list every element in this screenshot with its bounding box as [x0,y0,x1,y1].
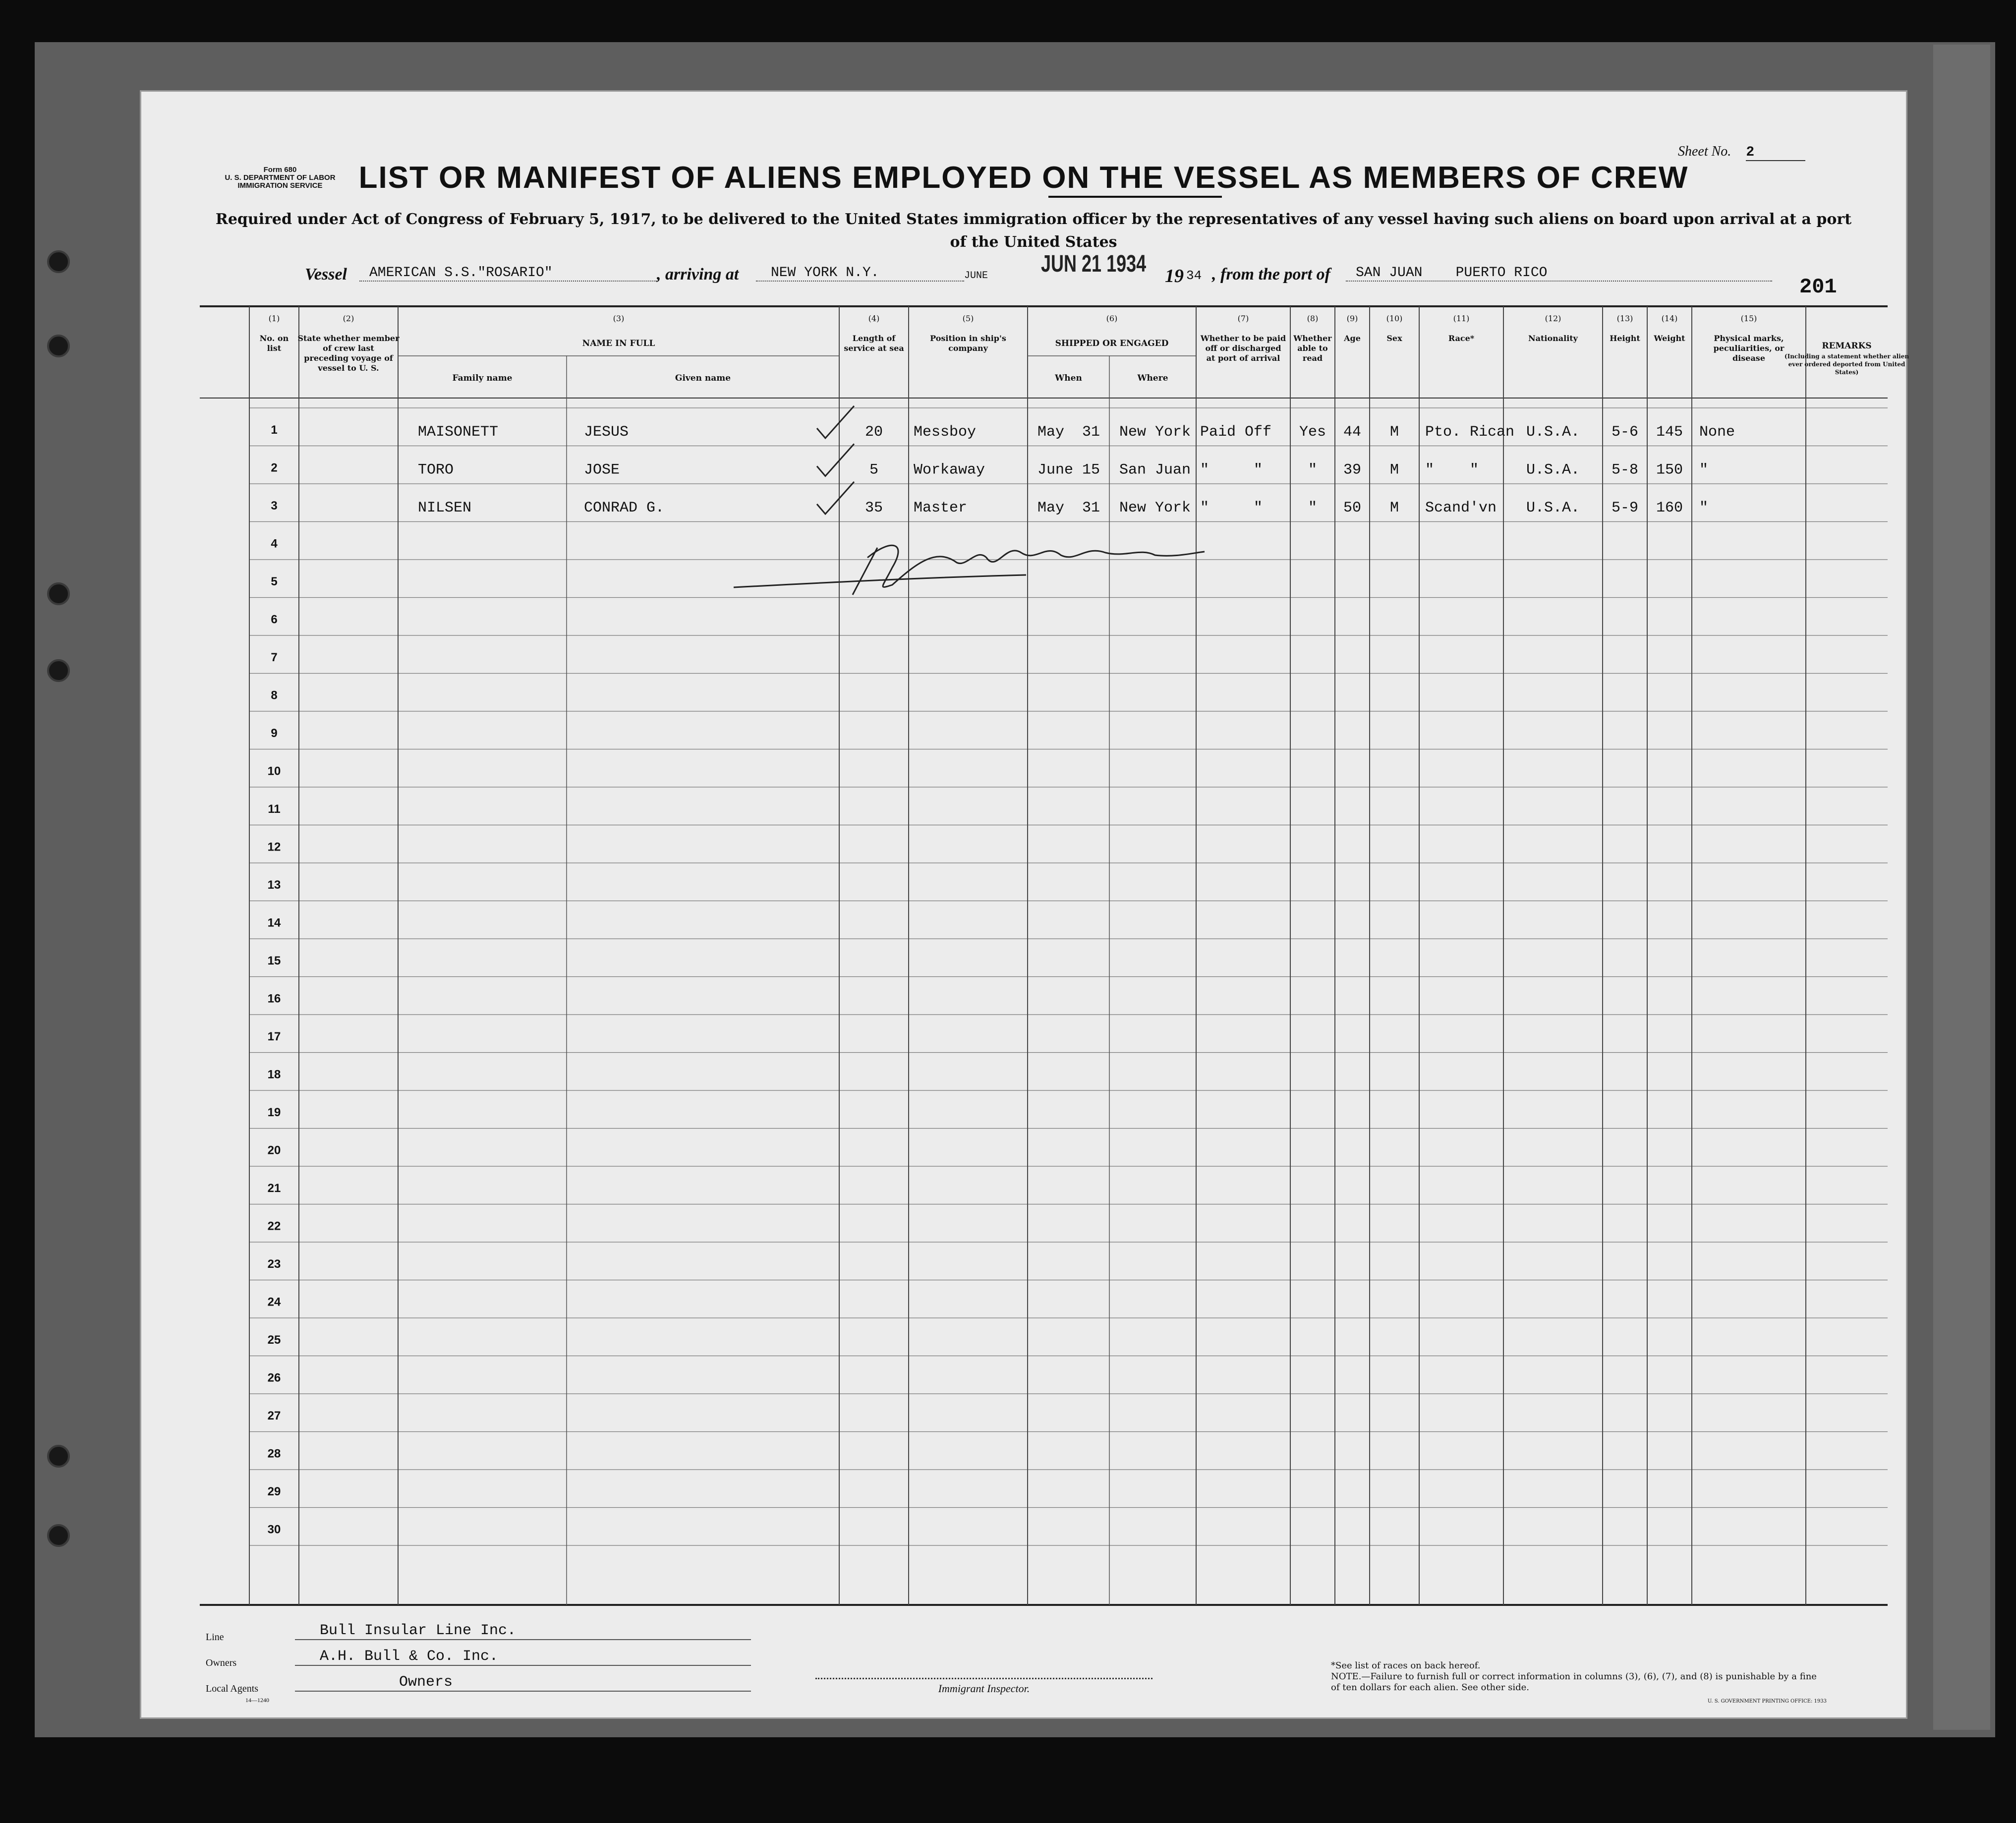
cell-marks: None [1699,424,1735,441]
column-heading: preceding voyage of [304,353,393,363]
row-number: 14 [267,916,281,930]
footnotes [1331,1660,1827,1707]
cell-paid: Paid Off [1200,424,1272,441]
row-number: 17 [267,1030,281,1043]
column-heading: Height [1610,334,1640,343]
column-number: (12) [1545,314,1561,323]
column-heading: No. on [259,334,289,343]
column-number: (14) [1661,314,1678,323]
column-heading: disease [1732,353,1766,363]
cell-read: " [1308,461,1318,479]
departure-port: SAN JUAN PUERTO RICO [1346,265,1772,282]
printer-imprint: U. S. GOVERNMENT PRINTING OFFICE: 1933 [1707,1699,1827,1704]
column-heading: at port of arrival [1206,353,1280,363]
cell-age: 44 [1343,424,1362,441]
remarks-note: ever ordered deported from United [1788,361,1905,368]
cell-position: Messboy [914,424,977,441]
crew-table [200,306,1909,1605]
subheading-family: Family name [452,373,513,383]
subheading-when: When [1055,373,1082,383]
cell-position: Master [914,500,968,516]
row-number: 26 [267,1371,281,1385]
title-underline [1048,196,1222,198]
cell-height: 5-9 [1611,500,1639,516]
sheet-number: Sheet No. 2 [1678,144,1805,161]
column-number: (11) [1453,314,1470,323]
column-heading: Position in ship's [930,334,1006,343]
footer-line-row [206,1618,751,1643]
row-number: 1 [271,423,278,437]
column-number: (9) [1346,314,1358,323]
remarks-note: States) [1835,369,1859,376]
column-heading: Length of [852,334,896,343]
column-heading: Sex [1386,334,1402,343]
cell-paid: " " [1200,500,1263,516]
row-number: 6 [271,613,278,627]
column-heading: vessel to U. S. [318,363,379,373]
row-number: 10 [267,764,281,778]
cell-height: 5-6 [1611,424,1639,441]
footer-vessel-info [206,1618,801,1717]
date-stamp: JUN 21 1934 [1041,251,1147,277]
row-number: 23 [267,1257,281,1271]
row-number: 11 [268,802,281,816]
cell-race: Scand'vn [1425,500,1497,516]
column-number: (1) [268,314,280,323]
cell-nationality: U.S.A. [1526,500,1580,516]
cell-given: JESUS [584,424,629,441]
year-suffix: 34 [1186,268,1202,283]
row-number: 21 [267,1182,281,1195]
cell-service: 20 [864,424,883,441]
cell-where: San Juan [1119,461,1191,479]
penalty-note: NOTE.—Failure to furnish full or correct information in columns (3), (6), (7), and (8) is punishable by a fine of ten dollars for each alien. See other side. [1331,1671,1817,1693]
column-number: (6) [1106,314,1118,323]
row-number: 22 [267,1219,281,1233]
cell-family: MAISONETT [418,424,499,441]
punch-hole [47,1445,70,1468]
cell-when: June 15 [1037,461,1100,479]
row-number: 3 [271,499,278,513]
backing-edge [1933,45,1990,1730]
column-heading: read [1302,353,1323,363]
column-heading: Race* [1448,334,1475,343]
line-value: Bull Insular Line Inc. [295,1622,751,1640]
column-heading: of crew last [323,343,374,353]
row-number: 8 [271,688,278,702]
column-number: (8) [1307,314,1319,323]
column-heading: off or discharged [1205,343,1281,353]
row-number: 19 [267,1106,281,1119]
punch-hole [47,335,70,357]
column-heading: list [267,343,282,353]
row-number: 15 [267,954,281,968]
cell-nationality: U.S.A. [1526,424,1580,441]
row-number: 28 [267,1447,281,1461]
arriving-port: NEW YORK N.Y. [756,265,964,282]
page-subtitle: Required under Act of Congress of February 5, 1917, to be delivered to the United States immigration officer by the representatives of any vessel having such aliens on board upon arrival at a port of the United States [215,211,1852,251]
subheading-given: Given name [675,373,731,383]
cell-service: 5 [869,461,879,479]
cell-race: " " [1425,461,1479,479]
cell-family: NILSEN [418,500,472,516]
row-number: 4 [271,537,278,551]
arrival-month: JUNE [964,270,988,282]
column-number: (2) [343,314,354,323]
document-number: 201 [1799,275,1837,299]
column-heading: service at sea [844,343,904,353]
year-prefix: 19 [1165,266,1184,286]
cell-position: Workaway [914,461,985,479]
cell-height: 5-8 [1611,461,1639,479]
column-heading: Weight [1654,334,1685,343]
cell-sex: M [1389,461,1399,479]
column-heading: peculiarities, or [1713,343,1785,353]
cell-weight: 160 [1656,500,1683,516]
check-mark [817,482,854,514]
cell-read: " [1308,500,1318,516]
column-heading: Whether [1293,334,1332,343]
footer-agents-row [206,1670,751,1695]
form-identifier: Form 680 U. S. DEPARTMENT OF LABOR IMMIGRATION SERVICE [225,166,336,190]
immigrant-inspector-signature-line: Immigrant Inspector. [815,1678,1152,1695]
master-signature [729,528,1324,597]
line-label: Line [206,1632,224,1643]
row-number: 13 [267,878,281,892]
row-number: 27 [267,1409,281,1423]
vessel-name: AMERICAN S.S."ROSARIO" [359,265,657,282]
owners-value: A.H. Bull & Co. Inc. [295,1648,751,1666]
cell-sex: M [1389,500,1399,516]
row-number: 2 [271,461,278,475]
manifest-sheet [141,92,1909,1717]
column-number: (5) [962,314,974,323]
remarks-note: (Including a statement whether alien [1784,353,1909,360]
cell-sex: M [1389,424,1399,441]
column-heading: Physical marks, [1714,334,1784,343]
row-number: 29 [267,1485,281,1498]
column-heading: Nationality [1528,334,1578,343]
column-heading: REMARKS [1822,341,1872,351]
check-mark [817,444,854,476]
cell-paid: " " [1200,461,1263,479]
cell-marks: " [1699,500,1709,516]
vessel-line [305,251,1866,290]
column-number: (15) [1740,314,1757,323]
row-number: 9 [271,727,278,740]
column-heading: Age [1344,334,1361,343]
cell-where: New York [1119,424,1191,441]
row-number: 25 [267,1333,281,1347]
vessel-label: Vessel [305,265,347,284]
from-label: , from the port of [1212,265,1330,284]
cell-when: May 31 [1037,424,1100,441]
cell-where: New York [1119,500,1191,516]
cell-family: TORO [418,461,454,479]
row-number: 18 [267,1068,281,1082]
footer-owners-row [206,1644,751,1669]
column-number: (13) [1616,314,1633,323]
row-number: 5 [271,575,278,588]
subheading-where: Where [1137,373,1168,383]
row-number: 24 [267,1295,281,1309]
cell-service: 35 [864,500,883,516]
agents-value: Owners [295,1674,751,1692]
agents-code: 14—1240 [245,1697,269,1704]
agents-label: Local Agents [206,1683,259,1694]
column-heading: SHIPPED OR ENGAGED [1055,339,1169,348]
column-number: (10) [1386,314,1403,323]
cell-marks: " [1699,461,1709,479]
cell-age: 50 [1343,500,1362,516]
row-number: 7 [271,651,278,664]
column-number: (3) [613,314,625,323]
punch-hole [47,659,70,682]
punch-hole [47,250,70,273]
cell-read: Yes [1299,424,1326,441]
punch-hole [47,1524,70,1547]
column-heading: State whether member [297,334,400,343]
cell-weight: 145 [1656,424,1683,441]
row-number: 12 [267,840,281,854]
check-mark [817,406,854,438]
cell-weight: 150 [1656,461,1683,479]
column-heading: Whether to be paid [1200,334,1286,343]
column-heading: company [948,343,988,353]
row-number: 16 [267,992,281,1006]
arriving-label: , arriving at [657,265,739,284]
cell-race: Pto. Rican [1425,424,1515,441]
row-number: 20 [267,1143,281,1157]
punch-hole [47,582,70,605]
cell-given: JOSE [584,461,620,479]
column-number: (7) [1237,314,1249,323]
race-note: *See list of races on back hereof. [1331,1660,1481,1671]
cell-when: May 31 [1037,500,1100,516]
cell-nationality: U.S.A. [1526,461,1580,479]
column-heading: NAME IN FULL [582,339,655,348]
column-number: (4) [868,314,880,323]
page-title: LIST OR MANIFEST OF ALIENS EMPLOYED ON THE VESSEL AS MEMBERS OF CREW [358,161,1689,195]
owners-label: Owners [206,1657,237,1668]
row-number: 30 [267,1523,281,1537]
cell-given: CONRAD G. [584,500,665,516]
cell-age: 39 [1343,461,1362,479]
column-heading: able to [1297,343,1328,353]
